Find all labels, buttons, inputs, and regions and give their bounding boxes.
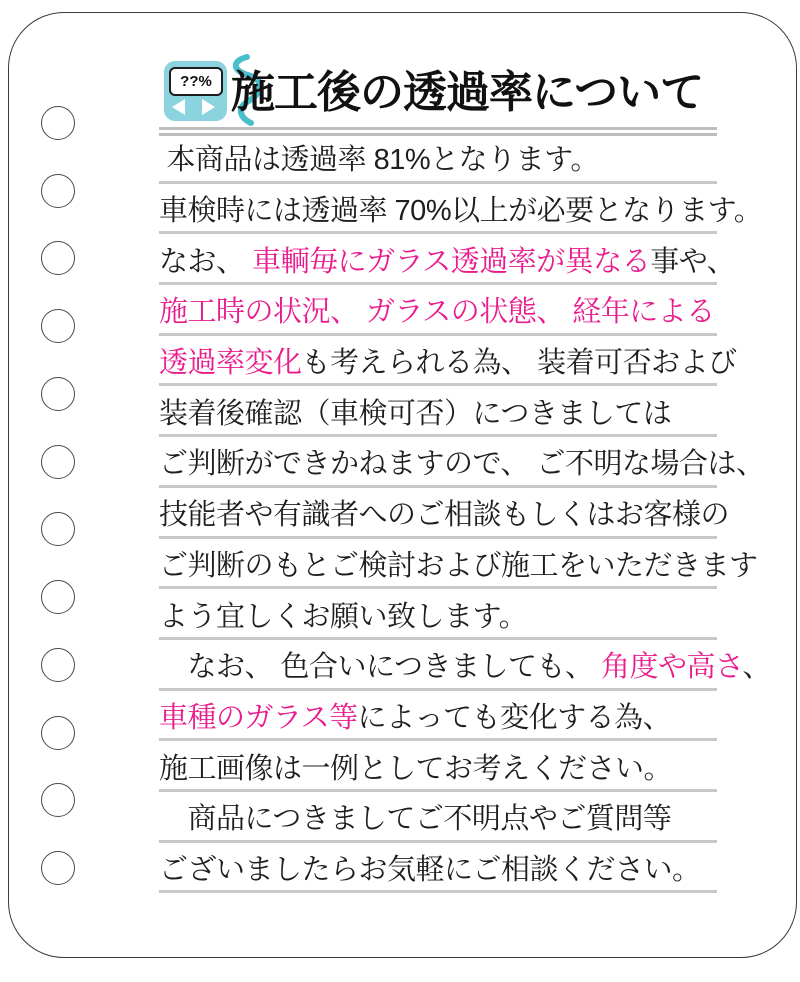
- highlighted-text-segment: 車種のガラス等: [159, 701, 358, 734]
- line-text: [159, 246, 735, 282]
- ruled-text-line: [159, 234, 736, 285]
- text-segment: なお、 色合いにつきましても、: [159, 651, 602, 684]
- binder-hole: [41, 309, 75, 343]
- meter-screen: [169, 67, 223, 96]
- text-segment: ご判断ができかねますので、 ご不明な場合は、: [159, 448, 765, 481]
- text-segment: 商品につきましてご不明点やご質問等: [159, 803, 672, 836]
- text-segment: 装着後確認（車検可否）につきましては: [159, 397, 672, 430]
- binder-hole: [41, 851, 75, 885]
- arrow-right-icon: [202, 99, 215, 115]
- ruled-text-line: [159, 691, 717, 742]
- binder-hole: [41, 648, 75, 682]
- binder-hole: [41, 783, 75, 817]
- binder-hole: [41, 377, 75, 411]
- line-text: [159, 144, 599, 180]
- line-text: [159, 448, 764, 484]
- line-text: [159, 550, 758, 586]
- ruled-text-line: [159, 488, 730, 539]
- line-text: [159, 347, 737, 383]
- text-segment: ございましたらお気軽にご相談ください。: [159, 853, 701, 886]
- line-text: [159, 854, 701, 890]
- binder-hole: [41, 174, 75, 208]
- notebook-page: [8, 12, 797, 958]
- highlighted-text-segment: 車輌毎にガラス透過率が異なる: [252, 245, 651, 278]
- line-text: [159, 398, 671, 434]
- text-segment: 事や、: [650, 245, 736, 278]
- line-text: [159, 296, 715, 332]
- ruled-text-line: [159, 792, 717, 843]
- binder-hole: [41, 580, 75, 614]
- text-segment: 、: [742, 651, 771, 684]
- ruled-text-line: [159, 133, 717, 184]
- body-text: [159, 133, 771, 893]
- text-segment: ご判断のもとご検討および施工をいただきます: [159, 549, 758, 582]
- ruled-text-line: [159, 843, 717, 894]
- line-text: [159, 601, 527, 637]
- ruled-text-line: [159, 589, 717, 640]
- text-segment: も考えられる為、 装着可否および: [301, 347, 737, 380]
- highlighted-text-segment: 透過率変化: [159, 347, 302, 380]
- line-text: [159, 702, 671, 738]
- ruled-text-line: [159, 539, 758, 590]
- text-segment: 車検時には透過率 70%以上が必要となります。: [159, 195, 763, 228]
- binder-hole: [41, 106, 75, 140]
- ruled-text-line: [159, 640, 771, 691]
- line-text: [159, 803, 671, 839]
- ruled-text-line: [159, 285, 717, 336]
- binder-hole: [41, 241, 75, 275]
- meter-screen-label: ??%: [180, 73, 212, 90]
- line-text: [159, 195, 762, 231]
- text-segment: によっても変化する為、: [357, 701, 672, 734]
- title-underline-top: [159, 127, 717, 130]
- text-segment: 本商品は透過率 81%となります。: [159, 144, 599, 177]
- highlighted-text-segment: 角度や高さ: [601, 651, 743, 684]
- binder-hole: [41, 716, 75, 750]
- text-segment: よう宜しくお願い致します。: [159, 600, 528, 633]
- page-title: 施工後の透過率について: [231, 68, 704, 117]
- binder-hole: [41, 512, 75, 546]
- line-text: [159, 753, 672, 789]
- highlighted-text-segment: 施工時の状況、 ガラスの状態、 経年による: [159, 296, 715, 329]
- ruled-text-line: [159, 336, 737, 387]
- transmittance-meter-icon: [164, 61, 227, 121]
- arrow-left-icon: [172, 99, 185, 115]
- ruled-text-line: [159, 184, 763, 235]
- ruled-text-line: [159, 386, 717, 437]
- ruled-text-line: [159, 437, 765, 488]
- line-text: [159, 651, 771, 687]
- text-segment: なお、: [159, 245, 253, 278]
- text-segment: 技能者や有識者へのご相談もしくはお客様の: [159, 499, 730, 532]
- ruled-text-line: [159, 741, 717, 792]
- line-text: [159, 499, 729, 535]
- binder-hole: [41, 445, 75, 479]
- text-segment: 施工画像は一例としてお考えください。: [159, 752, 673, 785]
